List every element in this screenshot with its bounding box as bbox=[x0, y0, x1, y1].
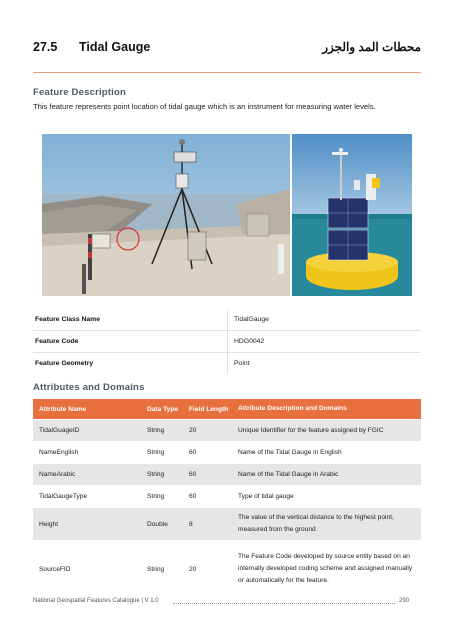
footer-dotted-leader bbox=[173, 598, 395, 604]
feature-info-value: HDG0042 bbox=[227, 331, 264, 352]
feature-info-row bbox=[33, 353, 421, 374]
feature-info-value: TidalGauge bbox=[227, 309, 269, 330]
feature-info-table bbox=[33, 309, 421, 374]
feature-info-key: Feature Class Name bbox=[35, 316, 100, 323]
data-type: String bbox=[147, 493, 165, 500]
tidal-gauge-buoy-photo bbox=[292, 134, 412, 296]
feature-info-key: Feature Geometry bbox=[35, 360, 94, 367]
header-divider bbox=[33, 72, 421, 73]
feature-info-key: Feature Code bbox=[35, 338, 79, 345]
column-header: Attribute Description and Domains bbox=[238, 405, 347, 412]
table-row bbox=[33, 441, 421, 463]
table-row bbox=[33, 507, 421, 540]
page-number: 290 bbox=[398, 598, 409, 604]
field-length: 60 bbox=[189, 449, 197, 456]
section-title: Tidal Gauge bbox=[79, 40, 151, 54]
attribute-description: Type of tidal gauge bbox=[238, 492, 294, 500]
table-row bbox=[33, 419, 421, 441]
attributes-heading: Attributes and Domains bbox=[33, 382, 145, 393]
field-length: 20 bbox=[189, 427, 197, 434]
table-row bbox=[33, 463, 421, 485]
page-header bbox=[33, 40, 421, 62]
feature-info-row bbox=[33, 331, 421, 353]
data-type: String bbox=[147, 565, 165, 573]
attribute-description: The value of the vertical distance to the highest point, measured from the ground bbox=[238, 514, 394, 533]
attribute-name: TidalGaugeType bbox=[39, 493, 88, 500]
data-type: String bbox=[147, 427, 165, 434]
arabic-title: محطات المد والجزر bbox=[322, 40, 421, 54]
attribute-name: NameEnglish bbox=[39, 449, 79, 456]
column-header: Data Type bbox=[147, 405, 179, 413]
table-row bbox=[33, 485, 421, 507]
attribute-description: Name of the Tidal Gauge in English bbox=[238, 448, 342, 456]
data-type: String bbox=[147, 471, 165, 478]
feature-info-row bbox=[33, 309, 421, 331]
field-length: 60 bbox=[189, 493, 197, 500]
attribute-name: TidalGuageID bbox=[39, 427, 80, 434]
attribute-name: SourceFID bbox=[39, 565, 71, 573]
attributes-table bbox=[33, 399, 421, 597]
feature-description-heading: Feature Description bbox=[33, 87, 127, 98]
feature-description-text: This feature represents point location of tidal gauge which is an instrument for measuring water levels. bbox=[33, 102, 376, 111]
column-header: Attribute Name bbox=[39, 405, 87, 413]
tidal-gauge-pier-photo bbox=[42, 134, 290, 296]
attribute-description: Name of the Tidal Gauge in Arabic bbox=[238, 470, 339, 478]
field-length: 8 bbox=[189, 520, 193, 528]
attribute-name: NameArabic bbox=[39, 471, 76, 478]
table-header-row bbox=[33, 399, 421, 419]
table-row bbox=[33, 540, 421, 597]
attribute-name: Height bbox=[39, 520, 59, 528]
footer-catalogue-label: National Geospatial Features Catalogue | V 1.0 bbox=[33, 598, 159, 604]
feature-info-value: Point bbox=[227, 353, 250, 374]
attribute-description: Unique Identifier for the feature assigned by FGIC bbox=[238, 426, 384, 434]
field-length: 20 bbox=[189, 565, 197, 573]
section-number: 27.5 bbox=[33, 40, 58, 54]
field-length: 60 bbox=[189, 471, 197, 478]
data-type: String bbox=[147, 449, 165, 456]
data-type: Double bbox=[147, 520, 168, 528]
column-header: Field Length bbox=[189, 405, 229, 413]
attribute-description: The Feature Code developed by source entity based on an internally developed coding scheme and assigned manually or automatically for the feature. bbox=[238, 553, 413, 584]
